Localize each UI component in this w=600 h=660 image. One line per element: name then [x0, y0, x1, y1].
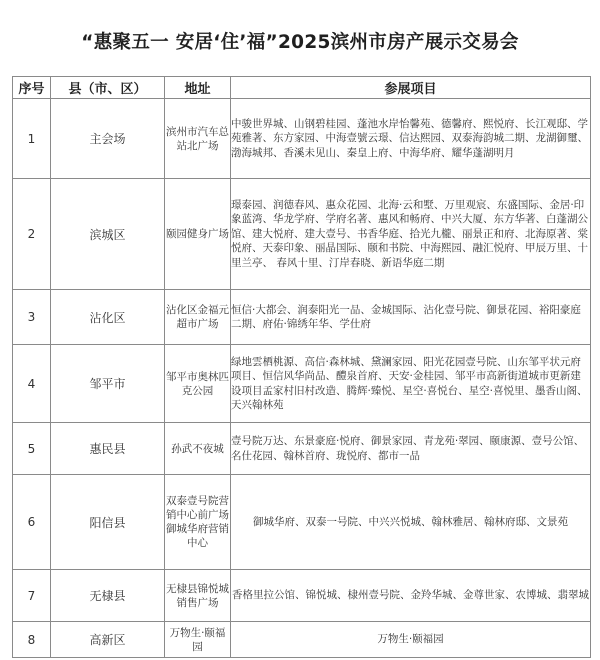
row-address: 颐园健身广场: [165, 179, 231, 290]
row-projects: 御城华府、双泰一号院、中兴兴悦城、翰林雅居、翰林府邸、文景苑: [231, 475, 591, 570]
row-index: 6: [13, 475, 51, 570]
row-index: 5: [13, 423, 51, 475]
table-row: [13, 570, 591, 622]
table-row: [13, 423, 591, 475]
row-address: 万物生·颐福园: [165, 622, 231, 658]
row-projects: 中骏世界城、山钢碧桂园、蓬池水岸怡馨苑、德馨府、熙悦府、长江观邸、学苑雅著、东方家园、中海壹號云璟、信达熙园、双泰海韵城二期、龙湖御璽、渤海城邦、香溪未见山、秦皇上府、中海华府、耀华蓬湖明月: [231, 99, 591, 179]
table-row: [13, 622, 591, 658]
row-county: 无棣县: [51, 570, 165, 622]
row-county: 邹平市: [51, 345, 165, 423]
header-address: 地址: [165, 77, 231, 99]
table-header-row: [13, 77, 591, 99]
row-index: 4: [13, 345, 51, 423]
row-projects: 绿地雲栖桃源、高信·森林城、黛澜家园、阳光花园壹号院、山东邹平状元府项目、恒信风华尚品、醴泉首府、天安·金桂园、邹平市高新街道城市更新建设项目孟家村旧村改造、腾辉·臻悦、星空·喜悦台、星空·喜悦里、墨香山阁、天兴翰林苑: [231, 345, 591, 423]
row-county: 高新区: [51, 622, 165, 658]
row-county: 滨城区: [51, 179, 165, 290]
page-title: “惠聚五一 安居‘住’福”2025滨州市房产展示交易会: [81, 32, 519, 53]
row-projects: 香格里拉公馆、锦悦城、棣州壹号院、金羚华城、金尊世家、农博城、翡翠城: [231, 570, 591, 622]
row-county: 阳信县: [51, 475, 165, 570]
table-row: [13, 99, 591, 179]
row-address: 沾化区金福元超市广场: [165, 290, 231, 345]
row-address: 邹平市奥林匹克公园: [165, 345, 231, 423]
row-address: 双泰壹号院营销中心前广场 御城华府营销中心: [165, 475, 231, 570]
table-row: [13, 179, 591, 290]
row-projects: 璟泰园、润德春风、惠众花园、北海·云和墅、万里观宸、东盛国际、金居·印象蓝湾、华龙学府、学府名著、惠风和畅府、中兴大厦、东方华著、白蓬湖公馆、建大悦府、建大壹号、书香华庭、拾光九櫳、丽景正和府、北海原著、棠悦府、天泰印象、丽晶国际、颐和书院、中海熙园、融汇悦府、甲辰万里、十里兰亭、 春风十里、汀岸春晓、新语华庭二期: [231, 179, 591, 290]
row-address: 无棣县锦悦城销售广场: [165, 570, 231, 622]
exhibition-table: [12, 76, 591, 658]
row-projects: 壹号院万达、东景豪庭·悦府、御景家园、青龙苑·翠园、颐康源、壹号公馆、名仕花园、翰林首府、珑悦府、都市一品: [231, 423, 591, 475]
row-index: 7: [13, 570, 51, 622]
table-row: [13, 475, 591, 570]
row-county: 主会场: [51, 99, 165, 179]
row-projects: 恒信·大都会、润泰阳光一品、金城国际、沾化壹号院、御景花园、裕阳豪庭二期、府佑·锦绣年华、学仕府: [231, 290, 591, 345]
row-index: 1: [13, 99, 51, 179]
row-index: 3: [13, 290, 51, 345]
table-row: [13, 345, 591, 423]
header-projects: 参展项目: [231, 77, 591, 99]
row-index: 2: [13, 179, 51, 290]
row-address: 滨州市汽车总站北广场: [165, 99, 231, 179]
row-projects: 万物生·颐福园: [231, 622, 591, 658]
header-index: 序号: [13, 77, 51, 99]
row-index: 8: [13, 622, 51, 658]
table-row: [13, 290, 591, 345]
row-address: 孙武不夜城: [165, 423, 231, 475]
row-county: 惠民县: [51, 423, 165, 475]
header-county: 县（市、区）: [51, 77, 165, 99]
row-county: 沾化区: [51, 290, 165, 345]
